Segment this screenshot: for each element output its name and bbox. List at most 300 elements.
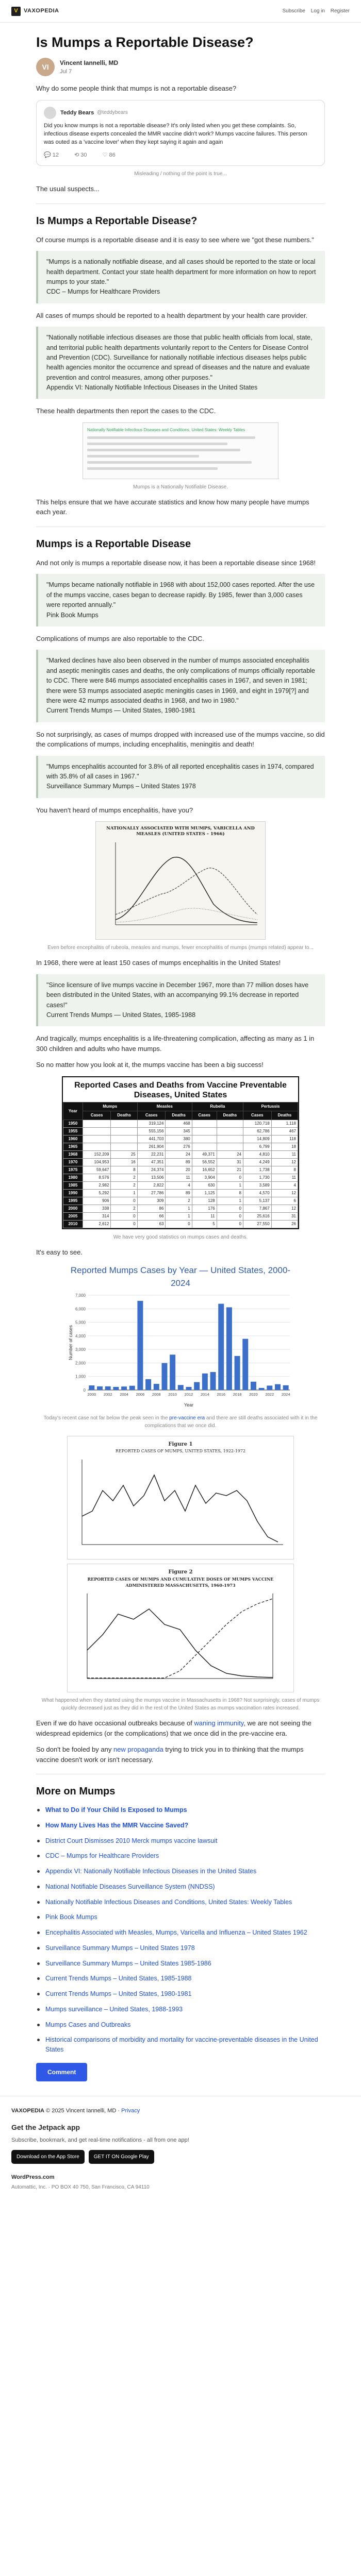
- section-heading: Mumps is a Reportable Disease: [36, 538, 191, 550]
- privacy-link[interactable]: Privacy: [121, 2107, 140, 2114]
- x-tick-label: 2010: [168, 1392, 177, 1397]
- figure-caption: What happened when they started using the mumps vaccine in Massachusetts in 1968? Not surprisingly, cases of mumps quickly decreased just as they did in the rest of the United States as mumps vaccination rates increased.: [41, 1698, 320, 1711]
- table-cell: 0: [111, 1221, 137, 1228]
- waning-immunity-link[interactable]: waning immunity: [194, 1719, 244, 1727]
- quote-source[interactable]: Current Trends Mumps — United States, 1985-1988: [46, 1011, 196, 1019]
- massachusetts-chart-image: [67, 1564, 294, 1692]
- table-cell-year: 1980: [63, 1174, 83, 1182]
- table-cell: 555,156: [137, 1128, 166, 1136]
- paragraph: So not surprisingly, as cases of mumps dropped with increased use of the mumps vaccine, so did the complications of mumps, including encephalitis, meningitis and death!: [36, 730, 325, 749]
- table-cell: [111, 1120, 137, 1128]
- x-tick-label: 2018: [233, 1392, 242, 1397]
- bar: [218, 1303, 224, 1389]
- bar: [89, 1385, 94, 1390]
- list-item: [36, 1928, 325, 1938]
- table-cell: 24: [166, 1151, 192, 1159]
- table-cell: [192, 1128, 217, 1136]
- embedded-tweet[interactable]: [36, 100, 325, 166]
- table-cell: 630: [192, 1182, 217, 1190]
- author-name[interactable]: Vincent Iannelli, MD: [60, 59, 119, 67]
- list-item: [36, 1974, 325, 1984]
- bar: [235, 1356, 240, 1390]
- comment-button[interactable]: Comment: [36, 2063, 87, 2081]
- table-cell: 128: [192, 1197, 217, 1205]
- bar: [161, 1363, 167, 1389]
- figure-label: Figure 2: [168, 1569, 193, 1575]
- table-row: [63, 1197, 298, 1205]
- related-link[interactable]: Nationally Notifiable Infectious Diseases and Conditions, United States: Weekly Tables: [45, 1898, 292, 1906]
- bar: [226, 1307, 232, 1390]
- table-cell-year: 1995: [63, 1197, 83, 1205]
- bar: [202, 1374, 208, 1390]
- list-item: [36, 1821, 325, 1831]
- table-cell: 89: [166, 1190, 192, 1197]
- related-link[interactable]: Historical comparisons of morbidity and mortality for vaccine-preventable diseases in the United States: [45, 2036, 318, 2054]
- related-link[interactable]: Surveillance Summary Mumps – United States 1978: [45, 1944, 195, 1952]
- more-links-list: [36, 1805, 325, 2055]
- table-cell: 468: [166, 1120, 192, 1128]
- list-item: [36, 1836, 325, 1846]
- notifiable-diseases-table-image: [83, 422, 278, 479]
- bar: [259, 1388, 265, 1390]
- table-header: Rubella: [192, 1103, 243, 1111]
- table-cell: 2,982: [83, 1182, 111, 1190]
- table-cell-year: 1960: [63, 1136, 83, 1143]
- table-cell: [217, 1120, 243, 1128]
- new-propaganda-link[interactable]: new propaganda: [113, 1745, 163, 1754]
- bar: [251, 1382, 256, 1390]
- y-tick-label: 4,000: [75, 1333, 86, 1338]
- table-cell: 8: [111, 1166, 137, 1174]
- paragraph: All cases of mumps should be reported to a health department by your health care provider.: [36, 311, 308, 319]
- figure-caption: Today's recent case not far below the peak seen in the pre-vaccine era and there are still deaths associated with it in the complications that we once did.: [43, 1415, 318, 1429]
- list-item: [36, 1851, 325, 1861]
- tweet-author: Teddy Bears: [60, 109, 94, 116]
- related-link[interactable]: CDC – Mumps for Healthcare Providers: [45, 1852, 159, 1860]
- blockquote: "Mumps became nationally notifiable in 1968 with about 152,000 cases reported. After the use of the mumps vaccine, cases began to decrease rapidly. By 1985, fewer than 3,000 cases were reported annually." Pink Book Mumps: [36, 574, 325, 626]
- table-cell: 86: [137, 1205, 166, 1213]
- related-link[interactable]: Appendix VI: Nationally Notifiable Infectious Diseases in the United States: [45, 1868, 257, 1875]
- table-cell: 1: [111, 1190, 137, 1197]
- list-item: [36, 2020, 325, 2030]
- table-row: [63, 1182, 298, 1190]
- register-link[interactable]: Register: [330, 8, 350, 14]
- quote-source[interactable]: Surveillance Summary Mumps – United States 1978: [46, 783, 196, 790]
- google-play-button[interactable]: GET IT ON Google Play: [89, 2150, 154, 2164]
- avatar[interactable]: VI: [36, 58, 55, 76]
- table-cell: 26: [271, 1221, 298, 1228]
- table-cell: 14,809: [243, 1136, 271, 1143]
- legal-text: Automattic, Inc. · PO BOX 40 750, San Francisco, CA 94110: [11, 2184, 150, 2191]
- paragraph: So no matter how you look at it, the mumps vaccine has been a big success!: [36, 1061, 264, 1069]
- table-cell: [83, 1128, 111, 1136]
- usual-suspects-text: The usual suspects...: [36, 185, 100, 193]
- x-tick-label: 2002: [103, 1392, 112, 1397]
- table-cell-year: 1965: [63, 1143, 83, 1151]
- list-item: [36, 1959, 325, 1969]
- table-cell-year: 2010: [63, 1221, 83, 1228]
- table-row: [63, 1190, 298, 1197]
- quote-source[interactable]: CDC – Mumps for Healthcare Providers: [46, 288, 160, 296]
- reported-cases-table-image: [62, 1076, 299, 1229]
- bar: [113, 1387, 119, 1390]
- byline: [36, 58, 325, 76]
- table-cell: [217, 1128, 243, 1136]
- paragraph: Even if we do have occasional outbreaks because of waning immunity, we are not seeing the widespread epidemics (or the complications) that we once did in the pre-vaccine era.: [36, 1719, 311, 1737]
- x-tick-label: 2024: [281, 1392, 290, 1397]
- site-name[interactable]: VAXOPEDIA: [24, 8, 59, 14]
- blockquote: "Nationally notifiable infectious diseases are those that public health officials from local, state, and territorial public health departments voluntarily report to the Centers for Disease Control and Prevention (CDC). Surveillance for nationally notifiable infectious diseases helps public health agencies monitor the occurrence and spread of diseases and the nature and evaluate prevention and control measures, among other purposes." Appendix VI: Nationally Notifiable Infectious Diseases in the United States: [36, 327, 325, 399]
- bar: [186, 1387, 192, 1390]
- table-header: Measles: [137, 1103, 192, 1111]
- list-item: [36, 1912, 325, 1922]
- table-cell: 0: [217, 1213, 243, 1221]
- y-tick-label: 1,000: [75, 1374, 86, 1379]
- list-item: [36, 1897, 325, 1907]
- table-cell: 21: [217, 1166, 243, 1174]
- table-cell: 1: [166, 1205, 192, 1213]
- like-icon[interactable]: ♡ 86: [102, 151, 116, 158]
- y-tick-label: 5,000: [75, 1320, 86, 1325]
- bar: [275, 1384, 281, 1389]
- table-cell: 314: [83, 1213, 111, 1221]
- table-cell: 62,786: [243, 1128, 271, 1136]
- list-item: [36, 1805, 325, 1815]
- table-cell: [111, 1128, 137, 1136]
- chart-title: Reported Mumps Cases by Year — United States, 2000-2024: [70, 1265, 291, 1289]
- bar: [170, 1354, 175, 1390]
- table-cell: 5: [192, 1221, 217, 1228]
- figure-caption: Even before encephalitis of rubeola, measles and mumps, fewer encephalitis of mumps (mumps related) appear to...: [47, 945, 314, 951]
- table-cell: 338: [83, 1205, 111, 1213]
- retweet-icon[interactable]: ⟲ 30: [74, 151, 87, 158]
- table-cell: 0: [111, 1197, 137, 1205]
- table-cell: 2,822: [137, 1182, 166, 1190]
- table-cell: 63: [137, 1221, 166, 1228]
- page-title: Is Mumps a Reportable Disease?: [36, 35, 254, 50]
- table-cell: 2: [166, 1197, 192, 1205]
- table-cell: 319,124: [137, 1120, 166, 1128]
- blockquote: "Since licensure of live mumps vaccine in December 1967, more than 77 million doses have been distributed in the United States, with an accompanying 99.1% decrease in reported cases!" Current Trends Mumps — United States, 1985-1988: [36, 974, 325, 1027]
- quote-source[interactable]: Current Trends Mumps — United States, 1980-1981: [46, 707, 196, 715]
- related-link[interactable]: Mumps surveillance – United States, 1988-1993: [45, 2005, 183, 2013]
- bar: [121, 1386, 127, 1390]
- table-cell: [217, 1143, 243, 1151]
- post-date: Jul 7: [60, 69, 72, 75]
- historic-line-plot: [72, 1454, 288, 1552]
- table-cell: 24: [217, 1151, 243, 1159]
- table-cell-year: 2005: [63, 1213, 83, 1221]
- bar: [145, 1379, 151, 1390]
- related-link[interactable]: Encephalitis Associated with Measles, Mumps, Varicella and Influenza – United States 1962: [45, 1929, 307, 1937]
- list-item: [36, 1882, 325, 1892]
- figure-title: Nationally Notifiable Infectious Diseases and Conditions, United States: Weekly Tables: [87, 427, 245, 432]
- table-cell: [111, 1143, 137, 1151]
- table-cell: 309: [137, 1197, 166, 1205]
- y-tick-label: 0: [83, 1387, 86, 1393]
- app-store-button[interactable]: Download on the App Store: [11, 2150, 85, 2164]
- top-nav: [278, 7, 350, 15]
- related-link[interactable]: National Notifiable Diseases Surveillance System (NNDSS): [45, 1883, 215, 1890]
- table-cell: 4: [271, 1182, 298, 1190]
- table-cell: 11: [192, 1213, 217, 1221]
- table-cell: 11: [271, 1174, 298, 1182]
- footer: [0, 2096, 361, 2197]
- x-tick-label: 2012: [184, 1392, 193, 1397]
- x-tick-label: 2004: [120, 1392, 128, 1397]
- related-link[interactable]: Current Trends Mumps – United States, 1985-1988: [45, 1975, 192, 1982]
- pre-vaccine-link[interactable]: pre-vaccine era: [169, 1415, 205, 1421]
- table-cell: 118: [271, 1136, 298, 1143]
- table-cell: 5,137: [243, 1197, 271, 1205]
- reply-icon[interactable]: 💬 12: [44, 151, 59, 158]
- table-cell: 0: [217, 1205, 243, 1213]
- table-cell: 441,703: [137, 1136, 166, 1143]
- bar: [283, 1385, 289, 1390]
- table-cell: 27,786: [137, 1190, 166, 1197]
- table-cell: 104,953: [83, 1159, 111, 1166]
- y-axis-label: Number of cases: [68, 1325, 73, 1360]
- related-link[interactable]: Surveillance Summary Mumps – United States 1985-1986: [45, 1959, 211, 1967]
- table-cell: 24,374: [137, 1166, 166, 1174]
- encephalitis-curves: [100, 837, 261, 935]
- related-link[interactable]: Current Trends Mumps – United States, 1980-1981: [45, 1990, 192, 1998]
- app-promo-desc: Subscribe, bookmark, and get real-time notifications - all from one app!: [11, 2137, 189, 2144]
- cases-deaths-table: Year Mumps Measles Rubella Pertussis Cases Deaths Cases Deaths Cases Deaths Cases Deaths 1950 319,124 468 120,718 1,118 1955 555,156 345 62,786 467 1960 441,703 380 14,809 118 1965 261,904 276 6,799 18 1968 152,209 25 22,231 24 49,371 24 4,810 11 1970 104,953 16 47,351 89 56,552 31 4,249 12 1975 59,647 8 24,374 20 16,652 21 1,738 8 1980 8,576 2 13,506 11 3,904 0 1,730 11 1985 2,982 2 2,822 4 630 1 3,589 4 1990 5,292 1 27,786 89 1,125 8 4,570 12 1995 906 0 309 2 128 1 5,137 6 2000 338 2 86 1 176 0 7,867 12 2005 314 0 66 1 11 0 25,616 31 2010 2,612 0 63 0 5 0 27,550 26: [63, 1102, 298, 1228]
- bar: [97, 1386, 103, 1390]
- mumps-1922-1972-chart-image: [67, 1436, 294, 1560]
- figure-title: Reported Cases and Deaths from Vaccine Preventable Diseases, United States: [74, 1080, 287, 1100]
- table-cell: 380: [166, 1136, 192, 1143]
- related-link[interactable]: District Court Dismisses 2010 Merck mumps vaccine lawsuit: [45, 1837, 218, 1844]
- table-cell-year: 1990: [63, 1190, 83, 1197]
- list-item: [36, 1867, 325, 1876]
- table-cell: 16: [111, 1159, 137, 1166]
- paragraph: It's easy to see.: [36, 1248, 83, 1257]
- table-cell: 0: [217, 1221, 243, 1228]
- top-bar: [0, 0, 361, 23]
- table-cell-year: 1975: [63, 1166, 83, 1174]
- paragraph: And tragically, mumps encephalitis is a life-threatening complication, affecting as many as 1 in 300 children and adults who have mumps.: [36, 1035, 315, 1053]
- mumps-bar-chart: [67, 1264, 294, 1412]
- table-cell: 1,125: [192, 1190, 217, 1197]
- table-cell: 16,652: [192, 1166, 217, 1174]
- bar: [242, 1338, 248, 1389]
- table-cell: 11: [271, 1151, 298, 1159]
- table-cell: 4,570: [243, 1190, 271, 1197]
- table-cell: [83, 1143, 111, 1151]
- x-tick-label: 2020: [249, 1392, 258, 1397]
- table-cell: 12: [271, 1159, 298, 1166]
- table-cell: 89: [166, 1159, 192, 1166]
- figure-caption: We have very good statistics on mumps cases and deaths.: [113, 1234, 248, 1241]
- table-cell: 12: [271, 1190, 298, 1197]
- figure-label: Figure 1: [168, 1442, 193, 1448]
- table-cell: 8: [217, 1190, 243, 1197]
- table-row: [63, 1151, 298, 1159]
- table-cell: 13,506: [137, 1174, 166, 1182]
- table-cell: 345: [166, 1128, 192, 1136]
- table-cell: 1,118: [271, 1120, 298, 1128]
- table-cell: [111, 1136, 137, 1143]
- table-row: [63, 1213, 298, 1221]
- related-link[interactable]: Mumps Cases and Outbreaks: [45, 2021, 131, 2028]
- table-cell-year: 2000: [63, 1205, 83, 1213]
- footer-brand: VAXOPEDIA © 2025 Vincent Iannelli, MD · Privacy: [11, 2107, 140, 2114]
- table-cell: [192, 1136, 217, 1143]
- figure-title: NATIONALLY ASSOCIATED WITH MUMPS, VARICELLA AND MEASLES (UNITED STATES – 1966): [106, 826, 255, 837]
- table-cell: 3,589: [243, 1182, 271, 1190]
- login-link[interactable]: Log in: [310, 8, 325, 14]
- bar: [154, 1384, 159, 1390]
- bar: [267, 1385, 272, 1390]
- y-tick-label: 7,000: [75, 1293, 86, 1298]
- figure-title: REPORTED CASES OF MUMPS, UNITED STATES, 1922-1972: [115, 1449, 246, 1454]
- table-cell: 906: [83, 1197, 111, 1205]
- store-buttons: [11, 2150, 350, 2164]
- table-row: [63, 1143, 298, 1151]
- list-item: [36, 1943, 325, 1953]
- table-cell: 0: [166, 1221, 192, 1228]
- subscribe-link[interactable]: Subscribe: [282, 8, 305, 14]
- x-axis-label: Year: [184, 1402, 194, 1408]
- related-link[interactable]: How Many Lives Has the MMR Vaccine Saved?: [45, 1821, 189, 1829]
- paragraph: These health departments then report the cases to the CDC.: [36, 407, 216, 415]
- y-tick-label: 2,000: [75, 1361, 86, 1366]
- table-cell: 31: [271, 1213, 298, 1221]
- paragraph: So don't be fooled by any new propaganda trying to trick you in to thinking that the mumps vaccine doesn't work or isn't necessary.: [36, 1745, 304, 1764]
- wordpress-link[interactable]: WordPress.com: [11, 2174, 55, 2180]
- x-tick-label: 2000: [87, 1392, 96, 1397]
- tweet-text: Did you know mumps is not a reportable disease? It's only listed when you get these complaints. So, infectious disease experts concealed the MMR vaccine didn't work? Mumps vaccine failures. This person was outed as a 'vaccine lover' when they kept saying it again and again: [44, 122, 307, 145]
- y-tick-label: 3,000: [75, 1347, 86, 1352]
- tweet-handle: @teddybears: [97, 110, 128, 116]
- table-cell-year: 1955: [63, 1128, 83, 1136]
- table-cell: [217, 1136, 243, 1143]
- paragraph: In 1968, there were at least 150 cases of mumps encephalitis in the United States!: [36, 959, 281, 967]
- table-cell: 1: [166, 1213, 192, 1221]
- table-cell: 25: [111, 1151, 137, 1159]
- encephalitis-chart-image: [95, 821, 266, 940]
- blockquote: "Mumps encephalitis accounted for 3.8% of all reported encephalitis cases in 1974, compared with 35.8% of all cases in 1967." Surveillance Summary Mumps – United States 1978: [36, 756, 325, 798]
- quote-source[interactable]: Appendix VI: Nationally Notifiable Infectious Diseases in the United States: [46, 384, 258, 392]
- bar: [194, 1382, 200, 1389]
- table-cell: 0: [111, 1213, 137, 1221]
- table-row: [63, 1159, 298, 1166]
- x-tick-label: 2008: [152, 1392, 161, 1397]
- site-logo-icon[interactable]: V: [11, 7, 21, 16]
- table-cell: 66: [137, 1213, 166, 1221]
- table-cell-year: 1968: [63, 1151, 83, 1159]
- paragraph: This helps ensure that we have accurate statistics and know how many people have mumps each year.: [36, 498, 309, 516]
- table-cell: 120,718: [243, 1120, 271, 1128]
- list-item: [36, 2035, 325, 2055]
- x-tick-label: 2022: [265, 1392, 274, 1397]
- table-cell: [83, 1136, 111, 1143]
- related-link[interactable]: What to Do if Your Child Is Exposed to Mumps: [45, 1806, 187, 1814]
- table-row: [63, 1205, 298, 1213]
- quote-source[interactable]: Pink Book Mumps: [46, 611, 99, 619]
- table-cell-year: 1970: [63, 1159, 83, 1166]
- table-row: [63, 1166, 298, 1174]
- table-row: [63, 1120, 298, 1128]
- bar-chart-svg: [67, 1290, 294, 1409]
- tweet-caption: Misleading / nothing of the point is true...: [134, 171, 227, 177]
- table-cell: [192, 1143, 217, 1151]
- table-cell: 59,647: [83, 1166, 111, 1174]
- table-header: Pertussis: [243, 1103, 298, 1111]
- table-cell: 22,231: [137, 1151, 166, 1159]
- table-cell: [83, 1120, 111, 1128]
- paragraph: And not only is mumps a reportable disease now, it has been a reportable disease since 1968!: [36, 558, 316, 567]
- table-cell: 6: [271, 1197, 298, 1205]
- blockquote: "Marked declines have also been observed in the number of mumps associated encephalitis and aseptic meningitis cases and deaths, the only complications of mumps officially reportable to CDC. There were 846 mumps associated encephalitis cases in 1967, and seven in 1981; there were 53 mumps associated aseptic meningitis cases in 1969, and eight in 1979[?] and there were 42 mumps associated deaths in 1968, and two in 1980." Current Trends Mumps — United States, 1980-1981: [36, 650, 325, 722]
- intro-paragraph: Why do some people think that mumps is not a reportable disease?: [36, 84, 237, 93]
- paragraph: Of course mumps is a reportable disease and it is easy to see where we "got these numbers.": [36, 235, 314, 244]
- table-row: [63, 1128, 298, 1136]
- section-heading: Is Mumps a Reportable Disease?: [36, 215, 198, 227]
- bar: [137, 1301, 143, 1390]
- table-cell: 176: [192, 1205, 217, 1213]
- table-cell: 1,738: [243, 1166, 271, 1174]
- table-cell: 152,209: [83, 1151, 111, 1159]
- table-cell: 2,612: [83, 1221, 111, 1228]
- table-cell: 47,351: [137, 1159, 166, 1166]
- bar: [105, 1386, 111, 1390]
- table-cell: 27,550: [243, 1221, 271, 1228]
- x-tick-label: 2014: [201, 1392, 209, 1397]
- table-row: [63, 1221, 298, 1228]
- table-cell: 7,867: [243, 1205, 271, 1213]
- paragraph: You haven't heard of mumps encephalitis, have you?: [36, 806, 193, 814]
- app-promo-title: Get the Jetpack app: [11, 2123, 80, 2132]
- table-row: [63, 1136, 298, 1143]
- table-cell: 2: [111, 1182, 137, 1190]
- table-cell: 56,552: [192, 1159, 217, 1166]
- table-cell: 11: [166, 1174, 192, 1182]
- table-cell: 1: [217, 1197, 243, 1205]
- table-cell: 0: [217, 1174, 243, 1182]
- table-header: Mumps: [83, 1103, 137, 1111]
- related-link[interactable]: Pink Book Mumps: [45, 1913, 97, 1921]
- table-cell: 20: [166, 1166, 192, 1174]
- table-cell: 1,730: [243, 1174, 271, 1182]
- x-tick-label: 2006: [136, 1392, 145, 1397]
- article: [36, 23, 325, 2096]
- table-cell-year: 1950: [63, 1120, 83, 1128]
- table-cell: 6,799: [243, 1143, 271, 1151]
- table-cell: 467: [271, 1128, 298, 1136]
- table-cell: 5,292: [83, 1190, 111, 1197]
- table-cell: [192, 1120, 217, 1128]
- paragraph: Complications of mumps are also reportable to the CDC.: [36, 634, 204, 642]
- tweet-actions: [44, 151, 317, 160]
- table-cell: 4,249: [243, 1159, 271, 1166]
- x-tick-label: 2016: [217, 1392, 226, 1397]
- massachusetts-line-plot: [72, 1588, 288, 1686]
- table-cell: 1: [217, 1182, 243, 1190]
- table-cell: 2: [111, 1174, 137, 1182]
- table-cell: 12: [271, 1205, 298, 1213]
- table-row: [63, 1174, 298, 1182]
- tweet-avatar: [44, 107, 56, 119]
- table-cell: 4,810: [243, 1151, 271, 1159]
- table-cell: 2: [111, 1205, 137, 1213]
- table-cell-year: 1985: [63, 1182, 83, 1190]
- bar: [129, 1385, 135, 1389]
- table-cell: 276: [166, 1143, 192, 1151]
- list-item: [36, 2005, 325, 2014]
